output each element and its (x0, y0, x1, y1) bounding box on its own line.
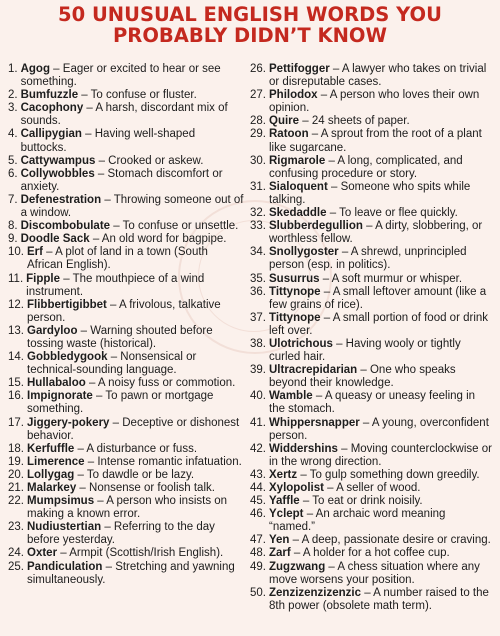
item-entry (269, 443, 494, 469)
item-word: Doodle Sack (20, 233, 90, 246)
word-list-item (8, 233, 244, 246)
item-entry (269, 508, 494, 534)
item-number: 11. (8, 272, 24, 285)
item-entry (26, 273, 244, 299)
item-word: Impignorate (27, 390, 93, 403)
word-list-item (250, 534, 494, 547)
word-list-item (250, 417, 494, 443)
word-list-item (8, 456, 244, 469)
item-entry (27, 521, 244, 547)
word-list-item (250, 338, 494, 364)
word-list-item (250, 561, 494, 587)
item-definition: – To eat or drink noisily. (299, 495, 423, 508)
item-definition: – Having well-shaped buttocks. (20, 128, 196, 154)
item-definition: – Referring to the day before yesterday. (27, 521, 215, 547)
item-definition: – A lawyer who takes on trivial or disreputable cases. (269, 63, 487, 89)
item-word: Zarf (269, 547, 291, 560)
item-number: 9. (8, 233, 18, 246)
word-list-item (250, 469, 494, 482)
item-definition: – A noisy fuss or commotion. (85, 377, 236, 390)
word-list-left-column (8, 63, 244, 587)
item-entry (21, 194, 244, 220)
word-list-item (8, 128, 244, 154)
item-entry (269, 181, 494, 207)
item-entry (21, 63, 244, 89)
item-word: Kerfuffle (27, 442, 75, 455)
word-list-item (8, 377, 244, 390)
item-definition: – A deep, passionate desire or craving. (289, 534, 491, 547)
item-definition: – A chess situation where any move worsens your position. (269, 560, 480, 586)
item-word: Rigmarole (269, 154, 326, 167)
item-entry (27, 547, 244, 560)
item-entry (21, 220, 244, 233)
item-entry (269, 155, 494, 181)
item-definition: – A disturbance or fuss. (74, 442, 198, 455)
word-list-item (8, 273, 244, 299)
item-word: Skedaddle (269, 207, 327, 220)
item-number: 27. (250, 89, 266, 102)
item-entry (269, 220, 494, 246)
item-word: Limerence (27, 455, 85, 468)
item-word: Zenzizenzizenzic (269, 586, 362, 599)
item-number: 28. (250, 115, 266, 128)
word-list-item (8, 547, 244, 560)
item-definition: – Deceptive or dishonest behavior. (27, 416, 240, 442)
item-number: 16. (8, 390, 24, 403)
item-definition: – A person who insists on making a known error. (27, 495, 228, 521)
item-word: Mumpsimus (27, 495, 95, 508)
item-definition: – Someone who spits while talking. (269, 180, 471, 206)
item-entry (269, 469, 494, 482)
item-number: 47. (250, 534, 266, 547)
item-number: 37. (250, 311, 266, 324)
item-definition: – A holder for a hot coffee cup. (290, 547, 450, 560)
word-list-item (250, 286, 494, 312)
item-definition: – Nonsensical or technical-sounding language. (27, 351, 197, 377)
item-definition: – Warning shouted before tossing waste (historical). (27, 324, 213, 350)
item-word: Tittynope (269, 311, 321, 324)
item-number: 50. (250, 586, 266, 599)
word-list-item (8, 443, 244, 456)
word-list-item (8, 220, 244, 233)
item-word: Xertz (269, 468, 298, 481)
item-entry (27, 377, 244, 390)
item-definition: – To dawdle or be lazy. (74, 468, 195, 481)
item-word: Gobbledygook (27, 351, 108, 364)
item-entry (27, 351, 244, 377)
item-number: 19. (8, 455, 24, 468)
item-word: Ulotrichous (269, 337, 333, 350)
item-entry (269, 534, 494, 547)
item-number: 7. (8, 193, 18, 206)
item-word: Quire (269, 115, 300, 128)
word-list-item (250, 181, 494, 207)
item-definition: – A soft murmur or whisper. (319, 272, 463, 285)
item-entry (27, 495, 244, 521)
item-definition: – Throwing someone out of a window. (20, 193, 244, 220)
item-number: 41. (250, 416, 266, 429)
item-entry (27, 561, 244, 587)
word-list-item (250, 508, 494, 534)
item-definition: – A shrewd, unprincipled person (esp. in politics). (269, 246, 467, 272)
item-definition: – Crooked or askew. (95, 154, 204, 167)
item-number: 3. (8, 102, 18, 115)
item-number: 48. (250, 547, 266, 560)
word-list-item (8, 561, 244, 587)
item-entry (269, 338, 494, 364)
item-word: Pettifogger (269, 63, 330, 75)
item-entry (21, 102, 244, 128)
item-number: 4. (8, 128, 18, 141)
item-entry (269, 364, 494, 390)
title-line-1: 50 UNUSUAL ENGLISH WORDS YOU (58, 3, 442, 26)
item-number: 5. (8, 154, 18, 167)
item-word: Gardyloo (27, 324, 78, 337)
item-word: Tittynope (269, 285, 321, 298)
word-list-item (8, 246, 244, 272)
item-word: Erf (27, 246, 43, 259)
item-entry (27, 443, 244, 456)
item-word: Jiggery-pokery (27, 416, 110, 429)
item-entry (27, 299, 244, 325)
item-definition: – Nonsense or foolish talk. (76, 482, 215, 494)
item-entry (269, 495, 494, 508)
word-list-item (8, 89, 244, 102)
item-word: Collywobbles (20, 167, 95, 180)
word-list-right-column (250, 63, 494, 613)
item-number: 30. (250, 154, 266, 167)
item-definition: – A harsh, discordant mix of sounds. (20, 102, 228, 128)
item-definition: – Moving counterclockwise or in the wrong direction. (269, 442, 492, 468)
word-list-item (8, 63, 244, 89)
item-word: Cattywampus (20, 154, 96, 167)
word-list-item (250, 207, 494, 220)
item-number: 42. (250, 442, 266, 455)
item-word: Hullabaloo (27, 377, 86, 390)
item-number: 32. (250, 207, 266, 220)
item-word: Wamble (269, 390, 313, 403)
word-list-item (250, 587, 494, 613)
item-entry (269, 417, 494, 443)
item-word: Zugzwang (269, 560, 326, 573)
word-list-item (8, 325, 244, 351)
word-list-item (250, 312, 494, 338)
item-entry (269, 273, 494, 286)
item-definition: – A queasy or uneasy feeling in the stomach. (269, 390, 476, 416)
item-entry (27, 325, 244, 351)
item-word: Lollygag (27, 468, 75, 481)
item-definition: – A number raised to the 8th power (obsolete math term). (269, 586, 489, 612)
word-list-item (250, 220, 494, 246)
word-list-item (8, 351, 244, 377)
item-number: 13. (8, 324, 24, 337)
item-definition: – A seller of wood. (323, 482, 421, 494)
word-list-item (250, 273, 494, 286)
item-entry (269, 390, 494, 416)
item-definition: – The mouthpiece of a wind instrument. (26, 272, 205, 298)
item-number: 17. (8, 416, 24, 429)
item-entry (269, 63, 494, 89)
word-list-item (8, 390, 244, 416)
item-definition: – To confuse or fluster. (78, 89, 197, 102)
item-word: Nudiustertian (27, 521, 102, 534)
item-number: 1. (8, 63, 18, 75)
item-entry (269, 128, 494, 154)
item-word: Fipple (26, 272, 61, 285)
word-list-item (8, 299, 244, 325)
item-number: 8. (8, 220, 18, 233)
item-number: 14. (8, 351, 24, 364)
item-word: Callipygian (20, 128, 82, 141)
item-definition: – To leave or flee quickly. (326, 207, 458, 220)
word-list-item (250, 89, 494, 115)
item-definition: – 24 sheets of paper. (299, 115, 410, 128)
item-number: 49. (250, 560, 266, 573)
item-definition: – Eager or excited to hear or see something. (20, 63, 221, 89)
word-list-item (250, 115, 494, 128)
item-definition: – A plot of land in a town (South African English). (27, 246, 208, 272)
item-number: 22. (8, 495, 24, 508)
item-word: Snollygoster (269, 246, 339, 259)
word-list-item (250, 246, 494, 272)
item-entry (269, 286, 494, 312)
item-number: 46. (250, 508, 266, 521)
item-number: 2. (8, 89, 18, 102)
item-entry (269, 246, 494, 272)
item-word: Discombobulate (20, 220, 111, 233)
word-list-item (8, 482, 244, 495)
word-list-item (250, 155, 494, 181)
item-word: Flibbertigibbet (27, 298, 107, 311)
item-word: Yen (269, 534, 290, 547)
word-list-item (250, 443, 494, 469)
item-number: 21. (8, 482, 24, 494)
item-entry (269, 89, 494, 115)
item-entry (21, 155, 244, 168)
item-entry (27, 482, 244, 495)
word-list-item (250, 495, 494, 508)
item-definition: – A dirty, slobbering, or worthless fellow. (269, 220, 483, 246)
item-definition: – A small leftover amount (like a few grains of rice). (269, 285, 487, 311)
item-number: 44. (250, 482, 266, 494)
item-word: Oxter (27, 547, 58, 560)
title-line-2: PROBABLY DIDN’T KNOW (113, 24, 387, 47)
item-definition: – To confuse or unsettle. (110, 220, 239, 233)
item-word: Sialoquent (269, 180, 328, 193)
item-word: Slubberdegullion (269, 220, 363, 233)
item-word: Philodox (269, 89, 318, 102)
item-number: 36. (250, 285, 266, 298)
item-definition: – Stomach discomfort or anxiety. (20, 167, 223, 193)
item-word: Malarkey (27, 482, 77, 494)
item-word: Cacophony (20, 102, 84, 115)
word-list-item (250, 547, 494, 560)
item-word: Ultracrepidarian (269, 364, 358, 377)
item-word: Agog (20, 63, 50, 75)
item-word: Yaffle (269, 495, 300, 508)
item-definition: – One who speaks beyond their knowledge. (269, 364, 456, 390)
page-title (0, 4, 500, 46)
item-definition: – Having wooly or tightly curled hair. (269, 337, 461, 364)
item-definition: – A sprout from the root of a plant like sugarcane. (269, 128, 482, 154)
item-number: 20. (8, 468, 24, 481)
item-definition: – Intense romantic infatuation. (84, 455, 242, 468)
item-definition: – A long, complicated, and confusing procedure or story. (269, 154, 463, 180)
word-list-item (250, 63, 494, 89)
word-list-item (8, 521, 244, 547)
item-word: Defenestration (20, 193, 102, 206)
item-definition: – An old word for bagpipe. (89, 233, 227, 246)
item-number: 39. (250, 364, 266, 377)
item-definition: – A small portion of food or drink left over. (269, 311, 489, 337)
item-entry (269, 547, 494, 560)
item-entry (27, 456, 244, 469)
item-number: 6. (8, 167, 18, 180)
item-entry (269, 587, 494, 613)
item-number: 38. (250, 337, 266, 350)
item-definition: – A frivolous, talkative person. (27, 298, 221, 324)
item-number: 29. (250, 128, 266, 141)
item-word: Xylopolist (269, 482, 324, 494)
item-number: 43. (250, 468, 266, 481)
item-definition: – An archaic word meaning “named.” (269, 508, 446, 534)
item-number: 31. (250, 180, 266, 193)
word-list-item (250, 364, 494, 390)
item-definition: – Armpit (Scottish/Irish English). (57, 547, 224, 560)
item-number: 23. (8, 521, 24, 534)
item-number: 25. (8, 560, 24, 573)
item-entry (27, 390, 244, 416)
item-word: Bumfuzzle (20, 89, 79, 102)
word-list-item (8, 495, 244, 521)
item-entry (21, 168, 244, 194)
word-list-item (8, 102, 244, 128)
item-number: 15. (8, 377, 24, 390)
item-word: Ratoon (269, 128, 309, 141)
item-word: Susurrus (269, 272, 320, 285)
word-list-item (8, 155, 244, 168)
item-number: 33. (250, 220, 266, 233)
word-list-item (250, 128, 494, 154)
item-definition: – A person who loves their own opinion. (269, 89, 480, 115)
item-word: Widdershins (269, 442, 338, 455)
item-number: 24. (8, 547, 24, 560)
word-list-item (8, 469, 244, 482)
item-entry (269, 312, 494, 338)
item-number: 26. (250, 63, 266, 75)
word-list-item (8, 417, 244, 443)
item-entry (269, 482, 494, 495)
item-word: Whippersnapper (269, 416, 360, 429)
word-list-item (250, 390, 494, 416)
item-entry (269, 115, 494, 128)
item-number: 45. (250, 495, 266, 508)
item-definition: – A young, overconfident person. (269, 416, 489, 442)
item-entry (269, 561, 494, 587)
item-definition: – To pawn or mortgage something. (27, 390, 214, 416)
word-list-item (8, 194, 244, 220)
item-number: 12. (8, 298, 24, 311)
item-entry (27, 417, 244, 443)
item-entry (269, 207, 494, 220)
word-list-item (8, 168, 244, 194)
item-number: 35. (250, 272, 266, 285)
item-entry (21, 128, 244, 154)
item-entry (27, 469, 244, 482)
item-number: 40. (250, 390, 266, 403)
word-list-item (250, 482, 494, 495)
item-entry (27, 246, 244, 272)
item-entry (21, 89, 244, 102)
item-number: 10. (8, 246, 24, 259)
item-entry (21, 233, 244, 246)
item-definition: – To gulp something down greedily. (297, 468, 480, 481)
item-word: Pandiculation (27, 560, 103, 573)
item-number: 18. (8, 442, 24, 455)
item-word: Yclept (269, 508, 304, 521)
item-definition: – Stretching and yawning simultaneously. (27, 560, 235, 586)
item-number: 34. (250, 246, 266, 259)
